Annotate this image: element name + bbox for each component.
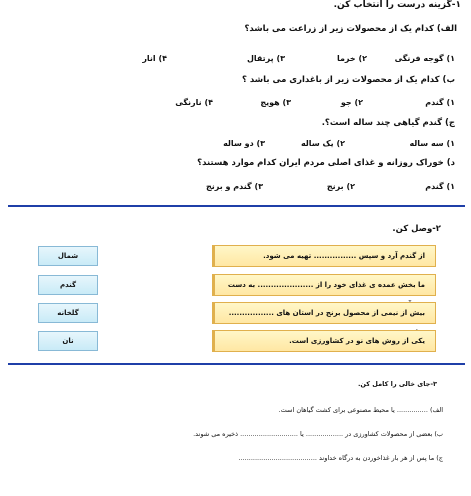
option-c3[interactable]: ۳) دو ساله (223, 139, 265, 148)
match-right-item-1[interactable]: از گندم آرد و سپس ................ تهیه می شود. (212, 245, 436, 267)
option-c2[interactable]: ۲) یک ساله (300, 139, 345, 148)
option-d3[interactable]: ۳) گندم و برنج (205, 182, 263, 191)
match-right-item-3[interactable]: بیش از نیمی از محصول برنج در استان های ................. (212, 302, 436, 324)
question-d: د) خوراک روزانه و غذای اصلی مردم ایران کدام موارد هستند؟ (197, 158, 455, 168)
section1-title: ۱-گزینه درست را انتخاب کن. (333, 0, 461, 10)
fill-blank-a: الف) ............... یا محیط مصنوعی برای کشت گیاهان است. (278, 406, 443, 414)
match-left-item-1[interactable]: شمال (38, 246, 98, 266)
option-d2[interactable]: ۲) برنج (326, 182, 355, 191)
section-divider-2 (8, 363, 465, 365)
question-a: الف) کدام یک از محصولات زیر از زراعت می باشد؟ (244, 24, 457, 34)
option-a3[interactable]: ۳) پرتقال (246, 54, 285, 63)
match-left-item-4[interactable]: نان (38, 331, 98, 351)
option-c1[interactable]: ۱) سه ساله (409, 139, 455, 148)
option-b4[interactable]: ۴) نارنگی (175, 98, 213, 107)
match-left-item-3[interactable]: گلخانه (38, 303, 98, 323)
option-b2[interactable]: ۲) جو (340, 98, 363, 107)
match-left-item-2[interactable]: گندم (38, 275, 98, 295)
section2-title: ۲-وصل کن. (392, 224, 441, 234)
section3-title: ۳-جای خالی را کامل کن. (357, 380, 437, 388)
fill-blank-b: ب) بعضی از محصولات کشاورزی در .................. یا ............................ ذخیره می شوند. (193, 430, 443, 438)
option-a4[interactable]: ۴) انار (142, 54, 167, 63)
question-c: ج) گندم گیاهی چند ساله است؟. (321, 118, 455, 128)
question-b: ب) کدام یک از محصولات زیر از باغداری می باشد ؟ (241, 75, 455, 85)
option-b1[interactable]: ۱) گندم (425, 98, 455, 107)
option-a2[interactable]: ۲) خرما (336, 54, 367, 63)
option-b3[interactable]: ۳) هویج (260, 98, 291, 107)
section-divider-1 (8, 205, 465, 207)
match-right-item-2[interactable]: ما بخش عمده ی غذای خود را از ..................... به دست (212, 274, 436, 296)
fill-blank-c: ج) ما پس از هر بار غذاخوردن به درگاه خداوند ...................................... (238, 454, 443, 462)
option-a1[interactable]: ۱) گوجه فرنگی (394, 54, 455, 63)
option-d1[interactable]: ۱) گندم (425, 182, 455, 191)
match-right-item-4[interactable]: یکی از روش های نو در کشاورزی است. (212, 330, 436, 352)
